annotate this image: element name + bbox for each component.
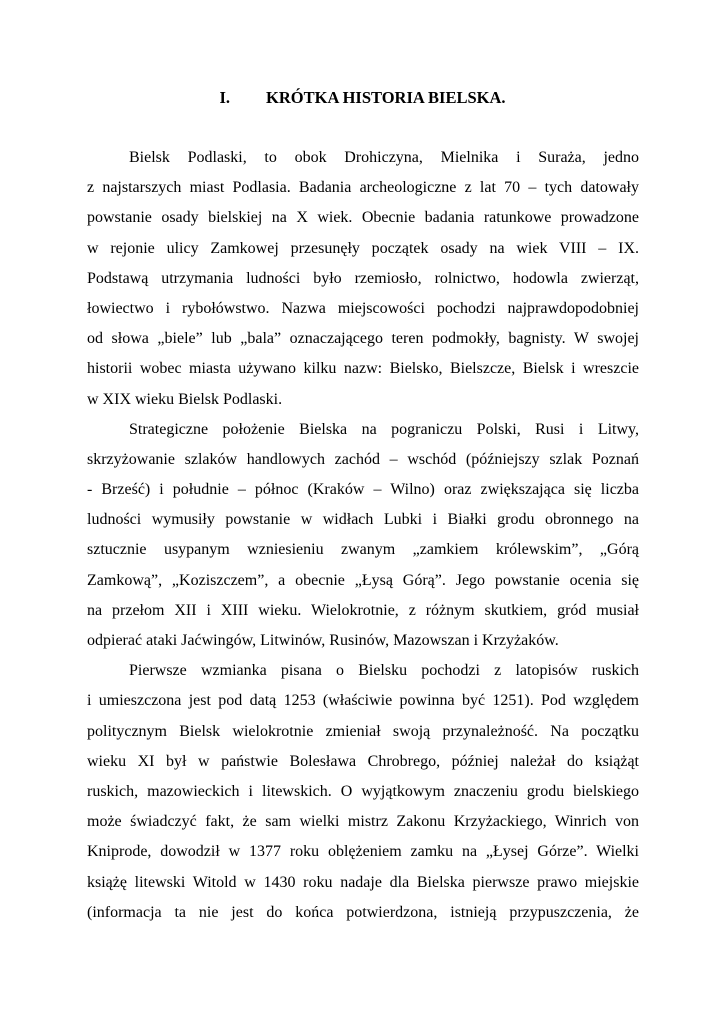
text-line: z najstarszych miast Podlasia. Badania archeologiczne z lat 70 – tych datowały: [87, 179, 639, 197]
paragraph: [87, 662, 639, 934]
text-line: od słowa „biele” lub „bala” oznaczającego teren podmokły, bagnisty. W swojej: [87, 330, 639, 348]
chapter-title: KRÓTKA HISTORIA BIELSKA.: [266, 88, 506, 107]
text-line: powstanie osady bielskiej na X wiek. Obecnie badania ratunkowe prowadzone: [87, 209, 639, 227]
text-line: i umieszczona jest pod datą 1253 (właściwie powinna być 1251). Pod względem: [87, 692, 639, 710]
text-line: na przełom XII i XIII wieku. Wielokrotnie, z różnym skutkiem, gród musiał: [87, 601, 639, 619]
text-line: (informacja ta nie jest do końca potwierdzona, istnieją przypuszczenia, że: [87, 903, 639, 921]
chapter-heading: [0, 86, 725, 110]
body-text: [87, 149, 639, 934]
text-line: ludności wymusiły powstanie w widłach Lubki i Białki grodu obronnego na: [87, 511, 639, 529]
text-line: Kniprode, dowodził w 1377 roku oblężeniem zamku na „Łysej Górze”. Wielki: [87, 843, 639, 861]
text-line: politycznym Bielsk wielokrotnie zmieniał swoją przynależność. Na początku: [87, 722, 639, 740]
text-line: - Brześć) i południe – północ (Kraków – Wilno) oraz zwiększająca się liczba: [87, 481, 639, 499]
text-line: wieku XI był w państwie Bolesława Chrobrego, później należał do książąt: [87, 752, 639, 770]
text-line: książę litewski Witold w 1430 roku nadaje dla Bielska pierwsze prawo miejskie: [87, 873, 639, 891]
text-line: skrzyżowanie szlaków handlowych zachód – wschód (późniejszy szlak Poznań: [87, 450, 639, 468]
text-line: może świadczyć fakt, że sam wielki mistrz Zakonu Krzyżackiego, Winrich von: [87, 813, 639, 831]
text-line: Pierwsze wzmianka pisana o Bielsku pochodzi z latopisów ruskich: [129, 662, 639, 680]
text-line: Zamkową”, „Koziszczem”, a obecnie „Łysą Górą”. Jego powstanie ocenia się: [87, 571, 639, 589]
chapter-number: I.: [219, 88, 231, 107]
text-line: sztucznie usypanym wzniesieniu zwanym „zamkiem królewskim”, „Górą: [87, 541, 639, 559]
text-line: łowiectwo i rybołówstwo. Nazwa miejscowości pochodzi najprawdopodobniej: [87, 299, 639, 317]
text-line: odpierać ataki Jaćwingów, Litwinów, Rusinów, Mazowszan i Krzyżaków.: [87, 632, 559, 649]
text-line: Strategiczne położenie Bielska na pograniczu Polski, Rusi i Litwy,: [129, 420, 639, 438]
text-line: w rejonie ulicy Zamkowej przesunęły początek osady na wiek VIII – IX.: [87, 239, 639, 257]
paragraph: [87, 149, 639, 421]
paragraph: [87, 421, 639, 663]
text-line: Podstawą utrzymania ludności było rzemiosło, rolnictwo, hodowla zwierząt,: [87, 269, 639, 287]
text-line: ruskich, mazowieckich i litewskich. O wyjątkowym znaczeniu grodu bielskiego: [87, 782, 639, 800]
text-line: w XIX wieku Bielsk Podlaski.: [87, 390, 283, 408]
text-line: historii wobec miasta używano kilku nazw: Bielsko, Bielszcze, Bielsk i wreszcie: [87, 360, 639, 378]
text-line: Bielsk Podlaski, to obok Drohiczyna, Mielnika i Suraża, jedno: [129, 149, 639, 166]
